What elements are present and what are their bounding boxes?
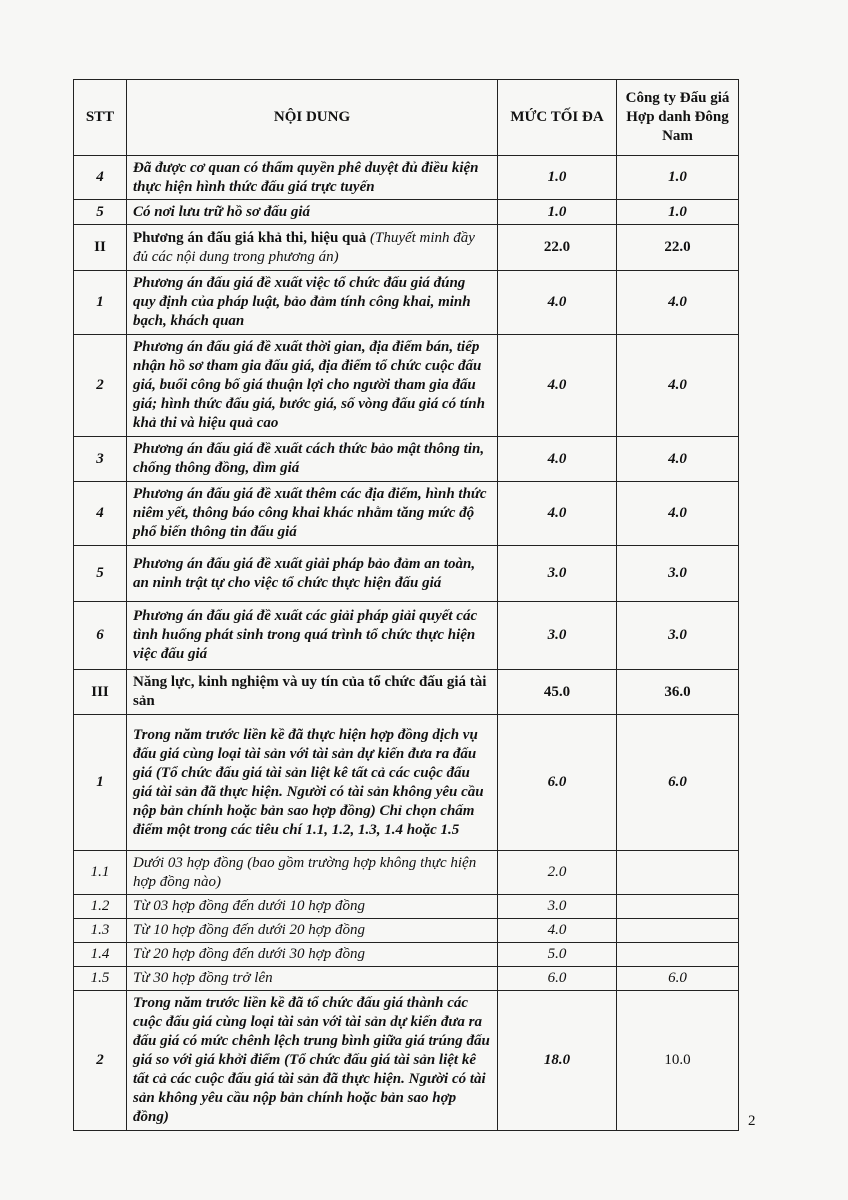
row-content: Trong năm trước liền kề đã thực hiện hợp đồng dịch vụ đấu giá cùng loại tài sản với tài sản dự kiến đưa ra đấu giá (Tổ chức đấu giá tài sản liệt kê tất cả các cuộc đấu giá tài sản đã thực hiện. Người có tài sản không yêu cầu nộp bản chính hoặc bản sao hợp đồng) Chỉ chọn chấm điểm một trong các tiêu chí 1.1, 1.2, 1.3, 1.4 hoặc 1.5 (127, 715, 498, 851)
row-stt: 3 (74, 437, 127, 482)
row-stt: II (74, 225, 127, 271)
row-score (617, 895, 739, 919)
row-max: 4.0 (498, 271, 617, 335)
table-row (74, 271, 739, 335)
row-content: Từ 20 hợp đồng đến dưới 30 hợp đồng (127, 943, 498, 967)
table-header-row (74, 80, 739, 156)
table-row (74, 715, 739, 851)
row-stt: III (74, 670, 127, 715)
row-score: 6.0 (617, 967, 739, 991)
row-stt: 1.3 (74, 919, 127, 943)
row-max: 3.0 (498, 602, 617, 670)
row-content-main: Phương án đấu giá khả thi, hiệu quả (133, 229, 367, 246)
header-stt: STT (74, 80, 127, 156)
header-content: NỘI DUNG (127, 80, 498, 156)
row-content: Phương án đấu giá đề xuất thời gian, địa điểm bán, tiếp nhận hồ sơ tham gia đấu giá, địa điểm tổ chức cuộc đấu giá, buổi công bố giá thuận lợi cho người tham gia đấu giá; hình thức đấu giá, bước giá, số vòng đấu giá có tính khả thi và hiệu quả cao (127, 335, 498, 437)
row-score: 3.0 (617, 602, 739, 670)
row-max: 4.0 (498, 335, 617, 437)
row-content: Từ 03 hợp đồng đến dưới 10 hợp đồng (127, 895, 498, 919)
table-row (74, 851, 739, 895)
table-row (74, 895, 739, 919)
row-max: 1.0 (498, 200, 617, 225)
row-stt: 4 (74, 482, 127, 546)
row-content: Phương án đấu giá đề xuất thêm các địa điểm, hình thức niêm yết, thông báo công khai khác nhằm tăng mức độ phổ biến thông tin đấu giá (127, 482, 498, 546)
table-row (74, 482, 739, 546)
row-stt: 5 (74, 200, 127, 225)
row-content (127, 225, 498, 271)
row-stt: 6 (74, 602, 127, 670)
row-stt: 1.1 (74, 851, 127, 895)
row-content: Phương án đấu giá đề xuất giải pháp bảo đảm an toàn, an ninh trật tự cho việc tổ chức thực hiện đấu giá (127, 546, 498, 602)
row-max: 4.0 (498, 437, 617, 482)
row-score: 10.0 (617, 991, 739, 1131)
row-max: 45.0 (498, 670, 617, 715)
row-score: 6.0 (617, 715, 739, 851)
table-row (74, 967, 739, 991)
row-max: 5.0 (498, 943, 617, 967)
page-number: 2 (748, 1113, 756, 1129)
header-company: Công ty Đấu giá Hợp danh Đông Nam (617, 80, 739, 156)
table-row (74, 437, 739, 482)
row-content: Đã được cơ quan có thẩm quyền phê duyệt đủ điều kiện thực hiện hình thức đấu giá trực tuyến (127, 156, 498, 200)
row-max: 4.0 (498, 919, 617, 943)
row-content-note: (Thuyết minh đầy đủ các nội dung trong phương án) (133, 229, 475, 265)
row-score (617, 851, 739, 895)
table-row (74, 200, 739, 225)
row-stt: 5 (74, 546, 127, 602)
table-row (74, 670, 739, 715)
row-score: 4.0 (617, 482, 739, 546)
row-max: 6.0 (498, 715, 617, 851)
row-stt: 1.4 (74, 943, 127, 967)
row-content: Năng lực, kinh nghiệm và uy tín của tổ chức đấu giá tài sản (127, 670, 498, 715)
row-max: 4.0 (498, 482, 617, 546)
row-score: 1.0 (617, 200, 739, 225)
row-max: 22.0 (498, 225, 617, 271)
row-max: 2.0 (498, 851, 617, 895)
row-score (617, 919, 739, 943)
row-stt: 1 (74, 271, 127, 335)
row-stt: 1.2 (74, 895, 127, 919)
table-row (74, 546, 739, 602)
row-content: Từ 10 hợp đồng đến dưới 20 hợp đồng (127, 919, 498, 943)
row-content: Từ 30 hợp đồng trở lên (127, 967, 498, 991)
row-max: 3.0 (498, 546, 617, 602)
row-score (617, 943, 739, 967)
row-score: 1.0 (617, 156, 739, 200)
table-row (74, 991, 739, 1131)
row-score: 36.0 (617, 670, 739, 715)
row-score: 3.0 (617, 546, 739, 602)
row-score: 4.0 (617, 271, 739, 335)
row-stt: 2 (74, 335, 127, 437)
table-row (74, 602, 739, 670)
row-stt: 4 (74, 156, 127, 200)
table-row (74, 156, 739, 200)
table-row (74, 943, 739, 967)
row-max: 18.0 (498, 991, 617, 1131)
row-max: 1.0 (498, 156, 617, 200)
table-row (74, 919, 739, 943)
row-max: 3.0 (498, 895, 617, 919)
row-score: 4.0 (617, 335, 739, 437)
scoring-table (73, 79, 739, 1131)
row-stt: 2 (74, 991, 127, 1131)
table-row (74, 225, 739, 271)
row-stt: 1 (74, 715, 127, 851)
row-content: Phương án đấu giá đề xuất việc tổ chức đấu giá đúng quy định của pháp luật, bảo đảm tính công khai, minh bạch, khách quan (127, 271, 498, 335)
header-max: MỨC TỐI ĐA (498, 80, 617, 156)
row-content: Phương án đấu giá đề xuất cách thức bảo mật thông tin, chống thông đồng, dìm giá (127, 437, 498, 482)
table-row (74, 335, 739, 437)
row-content: Trong năm trước liền kề đã tổ chức đấu giá thành các cuộc đấu giá cùng loại tài sản với tài sản dự kiến đưa ra đấu giá có mức chênh lệch trung bình giữa giá trúng đấu giá so với giá khởi điểm (Tổ chức đấu giá tài sản liệt kê tất cả các cuộc đấu giá tài sản đã thực hiện. Người có tài sản không yêu cầu nộp bản chính hoặc bản sao hợp đồng) (127, 991, 498, 1131)
row-content: Có nơi lưu trữ hồ sơ đấu giá (127, 200, 498, 225)
row-score: 4.0 (617, 437, 739, 482)
row-content: Phương án đấu giá đề xuất các giải pháp giải quyết các tình huống phát sinh trong quá trình tổ chức thực hiện việc đấu giá (127, 602, 498, 670)
row-max: 6.0 (498, 967, 617, 991)
row-content: Dưới 03 hợp đồng (bao gồm trường hợp không thực hiện hợp đồng nào) (127, 851, 498, 895)
row-score: 22.0 (617, 225, 739, 271)
row-stt: 1.5 (74, 967, 127, 991)
